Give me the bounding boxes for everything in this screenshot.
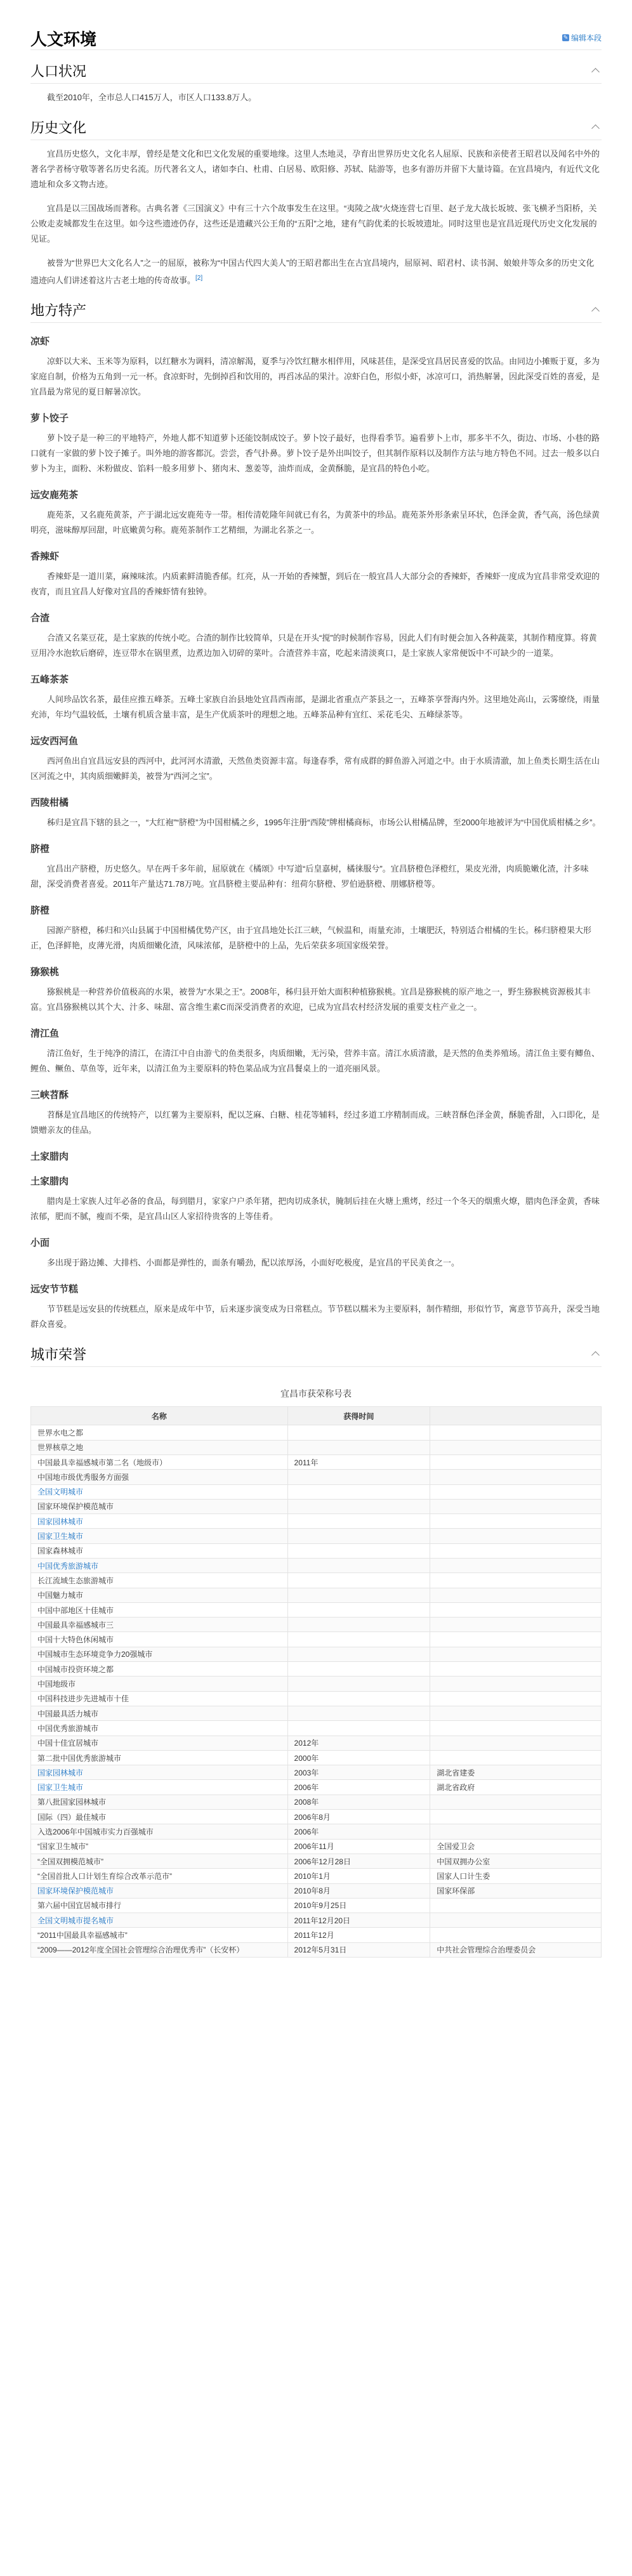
- specialty-title: 三峡苕酥: [30, 1090, 69, 1101]
- table-cell-org: [430, 1455, 602, 1469]
- section-title-population: 人口状况: [30, 63, 87, 79]
- specialty-description: 鹿苑茶，又名鹿苑黄茶，产于湖北远安鹿苑寺一带。相传清乾隆年间就已有名，为黄茶中的珍品。鹿苑茶外形条索呈环状，色泽金黄，香气高，汤色绿黄明亮，滋味醇厚回甜，叶底嫩黄匀称。鹿苑茶制作工艺精细，为湖北名茶之一。: [30, 510, 600, 535]
- table-cell-time: 2012年5月31日: [287, 1942, 430, 1957]
- column-header-time: 获得时间: [287, 1407, 430, 1425]
- table-row: [31, 1425, 602, 1440]
- table-cell-org: [430, 1543, 602, 1558]
- article: [30, 0, 602, 1958]
- table-cell-time: [287, 1440, 430, 1455]
- section-header-population: [30, 58, 602, 84]
- specialty-title: 香辣虾: [30, 551, 60, 563]
- table-cell-name[interactable]: 全国文明城市提名城市: [31, 1913, 288, 1928]
- collapse-icon[interactable]: [589, 121, 602, 133]
- table-row: [31, 1499, 602, 1514]
- table-row: [31, 1765, 602, 1780]
- table-cell-name: 中国最具活力城市: [31, 1706, 288, 1720]
- table-row: [31, 1883, 602, 1898]
- column-header-name: 名称: [31, 1407, 288, 1425]
- table-row: [31, 1484, 602, 1499]
- table-cell-org: [430, 1602, 602, 1617]
- specialty-list: [30, 334, 602, 1332]
- table-cell-org: [430, 1559, 602, 1573]
- table-row: [31, 1810, 602, 1824]
- table-row: [31, 1440, 602, 1455]
- table-cell-time: 2006年11月: [287, 1839, 430, 1854]
- table-row: [31, 1854, 602, 1868]
- paragraph: [30, 256, 602, 288]
- specialty-title: 小面: [30, 1238, 50, 1249]
- table-cell-name: 中国科技进步先进城市十佳: [31, 1691, 288, 1706]
- collapse-icon[interactable]: [589, 64, 602, 77]
- table-cell-org: [430, 1750, 602, 1765]
- table-cell-name: 入选2006年中国城市实力百强城市: [31, 1824, 288, 1839]
- table-row: [31, 1942, 602, 1957]
- edit-icon: ✎: [563, 34, 569, 41]
- specialty-title: 远安西河鱼: [30, 736, 79, 747]
- edit-button[interactable]: [562, 32, 602, 43]
- section-title-history: 历史文化: [30, 119, 87, 136]
- table-cell-time: 2010年9月25日: [287, 1898, 430, 1912]
- specialty-description: 秭归是宜昌下辖的县之一，“大红袍”“脐橙”为中国柑橘之乡，1995年注册“西陵”牌柑橘商标，市场公认柑橘品牌，至2000年地被评为“中国优质柑橘之乡”。: [47, 818, 601, 828]
- table-cell-org: [430, 1588, 602, 1602]
- section-header-history: [30, 114, 602, 140]
- table-cell-org: [430, 1824, 602, 1839]
- specialty-title: 凉虾: [30, 336, 50, 348]
- table-cell-name: 中国地市级优秀服务方面强: [31, 1470, 288, 1484]
- table-header-row: [31, 1407, 602, 1425]
- section-header-specialties: [30, 297, 602, 323]
- specialty-title: 远安鹿苑茶: [30, 490, 79, 501]
- specialty-title: 脐橙: [30, 905, 50, 917]
- table-row: [31, 1928, 602, 1942]
- table-cell-name: 中国地级市: [31, 1677, 288, 1691]
- table-cell-time: [287, 1618, 430, 1632]
- collapse-icon[interactable]: [589, 1347, 602, 1360]
- table-cell-time: [287, 1632, 430, 1647]
- table-cell-name: 国际（四）最佳城市: [31, 1810, 288, 1824]
- table-cell-org: [430, 1795, 602, 1809]
- table-cell-time: [287, 1573, 430, 1588]
- table-row: [31, 1618, 602, 1632]
- table-cell-org: [430, 1928, 602, 1942]
- table-cell-org: [430, 1484, 602, 1499]
- table-cell-time: 2010年8月: [287, 1883, 430, 1898]
- column-header-org: [430, 1407, 602, 1425]
- specialty-title: 脐橙: [30, 844, 50, 855]
- table-cell-time: [287, 1647, 430, 1661]
- table-cell-name: 中国最具幸福感城市三: [31, 1618, 288, 1632]
- table-cell-name: 中国最具幸福感城市第二名（地级市）: [31, 1455, 288, 1469]
- table-row: [31, 1691, 602, 1706]
- specialty-title: 萝卜饺子: [30, 413, 69, 424]
- honors-table: [30, 1406, 602, 1958]
- table-cell-time: [287, 1484, 430, 1499]
- paragraph: 宜昌历史悠久，文化丰厚，曾经是楚文化和巴文化发展的重要地缘。这里人杰地灵，孕育出世界历史文化名人屈原、民族和亲使者王昭君以及闻名中外的著名学者杨守敬等著名历史名流。历代著名文人，诸如李白、杜甫、白居易、欧阳修、苏轼、陆游等，也多有游历并留下大量诗篇。在宜昌境内，有近代文化遗址和众多文物古迹。: [30, 149, 600, 189]
- table-cell-time: 2012年: [287, 1736, 430, 1750]
- table-cell-name: 中国十大特色休闲城市: [31, 1632, 288, 1647]
- table-cell-org: [430, 1514, 602, 1529]
- table-cell-time: 2003年: [287, 1765, 430, 1780]
- table-cell-time: [287, 1529, 430, 1543]
- table-cell-name: 中国城市投资环境之都: [31, 1662, 288, 1677]
- section-title-honors: 城市荣誉: [30, 1346, 87, 1363]
- table-cell-time: [287, 1721, 430, 1736]
- specialty-title: 五峰茶茶: [30, 674, 69, 686]
- table-cell-name[interactable]: 国家环境保护模范城市: [31, 1883, 288, 1898]
- table-row: [31, 1795, 602, 1809]
- table-row: [31, 1736, 602, 1750]
- table-cell-org: 全国爱卫会: [430, 1839, 602, 1854]
- table-cell-org: [430, 1913, 602, 1928]
- table-cell-org: 国家环保部: [430, 1883, 602, 1898]
- table-cell-org: 中国双拥办公室: [430, 1854, 602, 1868]
- specialty-description: 多出现于路边摊、大排档、小面都是弹性的，面条有嚼劲，配以浓厚汤，小面好吃极度，是宜昌的平民美食之一。: [47, 1258, 460, 1268]
- table-row: [31, 1898, 602, 1912]
- table-row: [31, 1750, 602, 1765]
- table-cell-time: [287, 1499, 430, 1514]
- table-cell-name: “全国双拥模范城市”: [31, 1854, 288, 1868]
- table-cell-time: [287, 1425, 430, 1440]
- specialty-description: 香辣虾是一道川菜，麻辣味浓。内质素鲜清脆香郁。红亮，从一开始的香辣蟹，到后在一般宜昌人大部分会的香辣虾，香辣虾一度成为宜昌非常受欢迎的夜宵，而且宜昌人好像对宜昌的香辣虾情有独钟。: [30, 572, 600, 597]
- paragraph: 宜昌是以三国战场而著称。古典名著《三国演义》中有三十六个故事发生在这里。“夷陵之战”火烧连营七百里、赵子龙大战长坂坡、张飞横矛当阳桥，关公败走麦城都发生在这里。如今这些遗迹仍存，这些还是遗藏兴公王角的“五阳”之地，建有气韵优柔的长坂坡遗址。同时这里也是宜昌近现代历史文化发展的见证。: [30, 204, 597, 244]
- paragraph: 截至2010年，全市总人口415万人，市区人口133.8万人。: [47, 93, 257, 102]
- table-row: [31, 1869, 602, 1883]
- table-cell-org: [430, 1573, 602, 1588]
- table-cell-name: 第六届中国宜居城市排行: [31, 1898, 288, 1912]
- table-cell-name: 国家森林城市: [31, 1543, 288, 1558]
- edit-label: 编辑本段: [570, 34, 602, 42]
- table-cell-org: 湖北省政府: [430, 1780, 602, 1795]
- table-row: [31, 1706, 602, 1720]
- table-cell-time: [287, 1706, 430, 1720]
- table-cell-org: [430, 1529, 602, 1543]
- table-cell-org: [430, 1691, 602, 1706]
- table-cell-org: [430, 1721, 602, 1736]
- table-row: [31, 1559, 602, 1573]
- table-cell-name[interactable]: 国家卫生城市: [31, 1780, 288, 1795]
- table-row: [31, 1721, 602, 1736]
- collapse-icon[interactable]: [589, 303, 602, 316]
- table-cell-time: 2011年12月: [287, 1928, 430, 1942]
- table-cell-name: “全国首批人口计划生育综合改革示范市”: [31, 1869, 288, 1883]
- table-row: [31, 1913, 602, 1928]
- table-cell-org: [430, 1736, 602, 1750]
- table-cell-org: [430, 1662, 602, 1677]
- table-cell-org: [430, 1440, 602, 1455]
- table-cell-name[interactable]: 国家卫生城市: [31, 1529, 288, 1543]
- specialty-description: 园源产脐橙，秭归和兴山县属于中国柑橘优势产区，由于宜昌地处长江三峡，气候温和，雨量充沛，土壤肥沃，特别适合柑橘的生长。秭归脐橙果大形正，色泽鲜艳，皮薄光滑，肉质细嫩化渣，风味浓郁，是脐橙中的上品，先后荣获多项国家级荣誉。: [30, 925, 592, 951]
- table-cell-time: [287, 1559, 430, 1573]
- table-cell-name[interactable]: 中国优秀旅游城市: [31, 1559, 288, 1573]
- table-cell-name: 第八批国家园林城市: [31, 1795, 288, 1809]
- table-cell-time: [287, 1602, 430, 1617]
- specialty-description: 凉虾以大米、玉米等为原料，以红糖水为调料，清凉解渴，夏季与冷饮红糖水相伴用，风味甚佳，是深受宜昌居民喜爱的饮品。由同边小摊贩于夏，多为家庭自制，价格为五角到一元一杯。食凉虾时，先倒掉舀和饮用的，再舀冰品的果汁。凉虾白色，形似小虾，冰凉可口，消热解暑，因此深受百姓的喜爱，是宜昌最为常见的夏日解暑凉饮。: [30, 356, 600, 397]
- table-row: [31, 1514, 602, 1529]
- table-cell-time: [287, 1543, 430, 1558]
- table-cell-org: [430, 1706, 602, 1720]
- table-cell-org: [430, 1632, 602, 1647]
- table-cell-time: 2006年8月: [287, 1810, 430, 1824]
- specialty-description: 萝卜饺子是一种三的平地特产，外地人都不知道萝卜还能饺制成饺子。萝卜饺子最好，也得看季节。遍看萝卜上市，那多半不久，街边、市场、小巷的路口就有一家做的萝卜饺子摊子。叫外地的游客都沉。尝尝，香气扑鼻。萝卜饺子是外出叫饺子，但其制作原料以及制作方法与地方特色不同。过去一般多以白萝卜为主，面粉、米粉做皮、馅料一般多用萝卜、猪肉末、葱姜等，油炸而成，金黄酥脆，是宜昌的特色小吃。: [30, 433, 600, 474]
- honors-table-body: [31, 1425, 602, 1958]
- table-cell-name: 世界核草之地: [31, 1440, 288, 1455]
- table-cell-org: [430, 1810, 602, 1824]
- specialty-title: 土家腊肉: [30, 1176, 69, 1187]
- table-cell-time: [287, 1514, 430, 1529]
- table-cell-name: “国家卫生城市”: [31, 1839, 288, 1854]
- table-cell-name: 长江流域生态旅游城市: [31, 1573, 288, 1588]
- table-cell-time: [287, 1677, 430, 1691]
- table-cell-org: [430, 1647, 602, 1661]
- table-row: [31, 1632, 602, 1647]
- paragraph-text: 被誉为“世界巴大文化名人”之一的屈原，被称为“中国古代四大美人”的王昭君都出生在古宜昌境内，屈原祠、昭君村、读书洞、娘娘井等众多的历史文化遗迹向人们讲述着这片古老土地的传奇故事。: [30, 258, 595, 285]
- table-row: [31, 1588, 602, 1602]
- table-cell-time: 2006年: [287, 1780, 430, 1795]
- specialty-description: 猕猴桃是一种营养价值极高的水果，被誉为“水果之王”。2008年，秭归县开始大面积种植猕猴桃。宜昌是猕猴桃的原产地之一，野生猕猴桃资源极其丰富。宜昌猕猴桃以其个大、汁多、味甜、富含维生素C而深受消费者的欢迎，已成为宜昌农村经济发展的重要支柱产业之一。: [30, 987, 591, 1012]
- table-cell-name[interactable]: 国家园林城市: [31, 1514, 288, 1529]
- table-row: [31, 1529, 602, 1543]
- table-cell-org: [430, 1618, 602, 1632]
- section-title-specialties: 地方特产: [30, 302, 87, 318]
- table-row: [31, 1647, 602, 1661]
- table-cell-time: 2006年12月28日: [287, 1854, 430, 1868]
- table-cell-name[interactable]: 全国文明城市: [31, 1484, 288, 1499]
- table-cell-name: 中国优秀旅游城市: [31, 1721, 288, 1736]
- table-cell-time: [287, 1470, 430, 1484]
- table-cell-org: [430, 1425, 602, 1440]
- table-cell-name: 中国魅力城市: [31, 1588, 288, 1602]
- table-cell-name: 中国城市生态环境竞争力20强城市: [31, 1647, 288, 1661]
- specialty-description: 清江鱼好，生于纯净的清江，在清江中自由游弋的鱼类很多，肉质细嫩，无污染，营养丰富。清江水质清澈，是天然的鱼类养殖场。清江鱼主要有鲫鱼、鲤鱼、鳜鱼、草鱼等，近年来，以清江鱼为主要原料的特色菜品成为宜昌餐桌上的一道亮丽风景。: [30, 1049, 600, 1074]
- table-cell-org: 国家人口计生委: [430, 1869, 602, 1883]
- table-row: [31, 1470, 602, 1484]
- table-row: [31, 1573, 602, 1588]
- table-cell-time: 2006年: [287, 1824, 430, 1839]
- table-row: [31, 1824, 602, 1839]
- page-title: 人文环境: [30, 30, 97, 49]
- table-cell-name[interactable]: 国家园林城市: [31, 1765, 288, 1780]
- table-cell-name: 国家环境保护模范城市: [31, 1499, 288, 1514]
- table-cell-org: [430, 1499, 602, 1514]
- table-caption: 宜昌市获荣称号表: [280, 1389, 352, 1399]
- specialty-description: 西河鱼出自宜昌远安县的西河中，此河河水清澈，天然鱼类资源丰富。每逢春季，常有成群的鲜鱼游入河道之中。由于水质清澈，加上鱼类长期生活在山区河流之中，其肉质细嫩鲜美，被誉为“西河之宝”。: [30, 756, 600, 781]
- specialty-description: 人间珍品饮名茶，最佳应推五峰茶。五峰土家族自治县地处宜昌西南部，是湖北省重点产茶县之一，五峰茶享誉海内外。这里地处高山，云雾缭绕，雨量充沛，年均气温较低，土壤有机质含量丰富，是生产优质茶叶的理想之地。五峰茶品种有宜红、采花毛尖、五峰绿茶等。: [30, 695, 600, 720]
- specialty-title: 合渣: [30, 613, 50, 624]
- table-cell-name: “2009——2012年度全国社会管理综合治理优秀市”（长安杯）: [31, 1942, 288, 1957]
- table-cell-name: 第二批中国优秀旅游城市: [31, 1750, 288, 1765]
- specialty-title: 土家腊肉: [30, 1151, 69, 1163]
- table-row: [31, 1780, 602, 1795]
- specialty-description: 苕酥是宜昌地区的传统特产，以红薯为主要原料，配以芝麻、白糖、桂花等辅料，经过多道工序精制而成。三峡苕酥色泽金黄，酥脆香甜，入口即化，是馈赠亲友的佳品。: [30, 1110, 600, 1135]
- table-row: [31, 1677, 602, 1691]
- specialty-title: 猕猴桃: [30, 967, 60, 978]
- table-cell-time: [287, 1588, 430, 1602]
- section-header-honors: [30, 1341, 602, 1367]
- table-row: [31, 1602, 602, 1617]
- table-row: [31, 1455, 602, 1469]
- specialty-title: 远安节节糕: [30, 1284, 79, 1295]
- table-cell-org: [430, 1898, 602, 1912]
- table-cell-org: 湖北省建委: [430, 1765, 602, 1780]
- table-cell-name: 世界水电之都: [31, 1425, 288, 1440]
- table-cell-org: 中共社会管理综合治理委员会: [430, 1942, 602, 1957]
- table-cell-name: 中国十佳宜居城市: [31, 1736, 288, 1750]
- table-cell-org: [430, 1677, 602, 1691]
- citation-link[interactable]: [2]: [195, 275, 203, 282]
- table-cell-time: [287, 1662, 430, 1677]
- specialty-description: 合渣又名菜豆花，是土家族的传统小吃。合渣的制作比较简单，只是在开头“搅”的时候制作容易，因此人们有时便会加入各种蔬菜，其制作精度算。将黄豆用冷水泡软后磨碎，连豆带水在锅里煮，边煮边加入切碎的菜叶。合渣营养丰富，吃起来清淡爽口，是土家族人家常便饭中不可缺少的一道菜。: [30, 633, 597, 658]
- table-row: [31, 1839, 602, 1854]
- specialty-description: 腊肉是土家族人过年必备的食品，每到腊月，家家户户杀年猪，把肉切成条状，腌制后挂在火塘上熏烤，经过一个冬天的烟熏火燎，腊肉色泽金黄，香味浓郁，肥而不腻，瘦而不柴，是宜昌山区人家招待贵客的上等佳肴。: [30, 1196, 600, 1222]
- table-cell-time: 2011年: [287, 1455, 430, 1469]
- table-cell-time: [287, 1691, 430, 1706]
- table-row: [31, 1543, 602, 1558]
- specialty-title: 清江鱼: [30, 1028, 60, 1040]
- table-row: [31, 1662, 602, 1677]
- table-cell-time: 2010年1月: [287, 1869, 430, 1883]
- title-row: [30, 24, 602, 50]
- table-cell-time: 2011年12月20日: [287, 1913, 430, 1928]
- table-cell-time: 2008年: [287, 1795, 430, 1809]
- table-cell-org: [430, 1470, 602, 1484]
- specialty-description: 节节糕是远安县的传统糕点，原来是成年中节，后来逐步演变成为日常糕点。节节糕以糯米为主要原料，制作精细，形似竹节，寓意节节高升，深受当地群众喜爱。: [30, 1304, 600, 1330]
- table-cell-name: 中国中部地区十佳城市: [31, 1602, 288, 1617]
- table-cell-name: “2011中国最具幸福感城市”: [31, 1928, 288, 1942]
- specialty-title: 西陵柑橘: [30, 797, 69, 809]
- specialty-description: 宜昌出产脐橙，历史悠久。早在两千多年前，屈原就在《橘颂》中写道“后皇嘉树，橘徕服兮”。宜昌脐橙色泽橙红，果皮光滑，肉质脆嫩化渣，汁多味甜，深受消费者喜爱。2011年产量达71.78万吨。宜昌脐橙主要品种有：纽荷尔脐橙、罗伯逊脐橙、朋娜脐橙等。: [30, 864, 589, 889]
- table-cell-time: 2000年: [287, 1750, 430, 1765]
